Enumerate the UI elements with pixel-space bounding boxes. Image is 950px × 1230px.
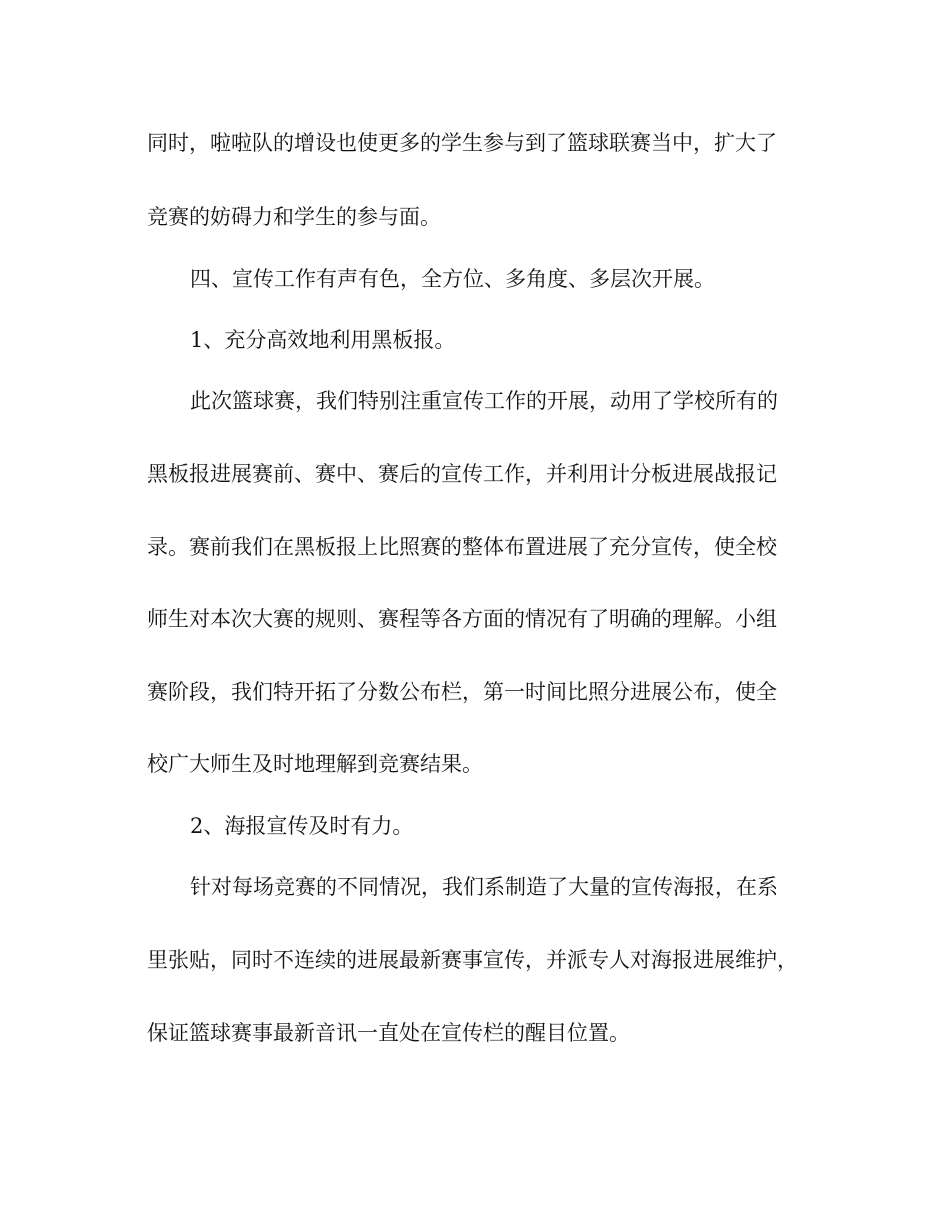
paragraph-line: 此次篮球赛，我们特别注重宣传工作的开展，动用了学校所有的	[190, 389, 778, 413]
paragraph-line: 竞赛的妨碍力和学生的参与面。	[147, 205, 441, 229]
paragraph-line: 保证篮球赛事最新音讯一直处在宣传栏的醒目位置。	[147, 1021, 630, 1045]
paragraph-line: 里张贴，同时不连续的进展最新赛事宣传，并派专人对海报进展维护，	[147, 948, 798, 972]
paragraph-line: 校广大师生及时地理解到竞赛结果。	[147, 752, 483, 776]
subsection-heading: 1、充分高效地利用黑板报。	[190, 328, 456, 352]
paragraph-line: 师生对本次大赛的规则、赛程等各方面的情况有了明确的理解。小组	[147, 607, 777, 631]
section-heading: 四、宣传工作有声有色，全方位、多角度、多层次开展。	[190, 267, 715, 291]
paragraph-line: 赛阶段，我们特开拓了分数公布栏，第一时间比照分进展公布，使全	[147, 680, 777, 704]
paragraph-line: 录。赛前我们在黑板报上比照赛的整体布置进展了充分宣传，使全校	[147, 535, 777, 559]
subsection-heading: 2、海报宣传及时有力。	[190, 814, 414, 838]
paragraph-line: 黑板报进展赛前、赛中、赛后的宣传工作，并利用计分板进展战报记	[147, 462, 777, 486]
paragraph-line: 同时，啦啦队的增设也使更多的学生参与到了篮球联赛当中，扩大了	[147, 131, 777, 155]
paragraph-line: 针对每场竞赛的不同情况，我们系制造了大量的宣传海报，在系	[190, 875, 778, 899]
